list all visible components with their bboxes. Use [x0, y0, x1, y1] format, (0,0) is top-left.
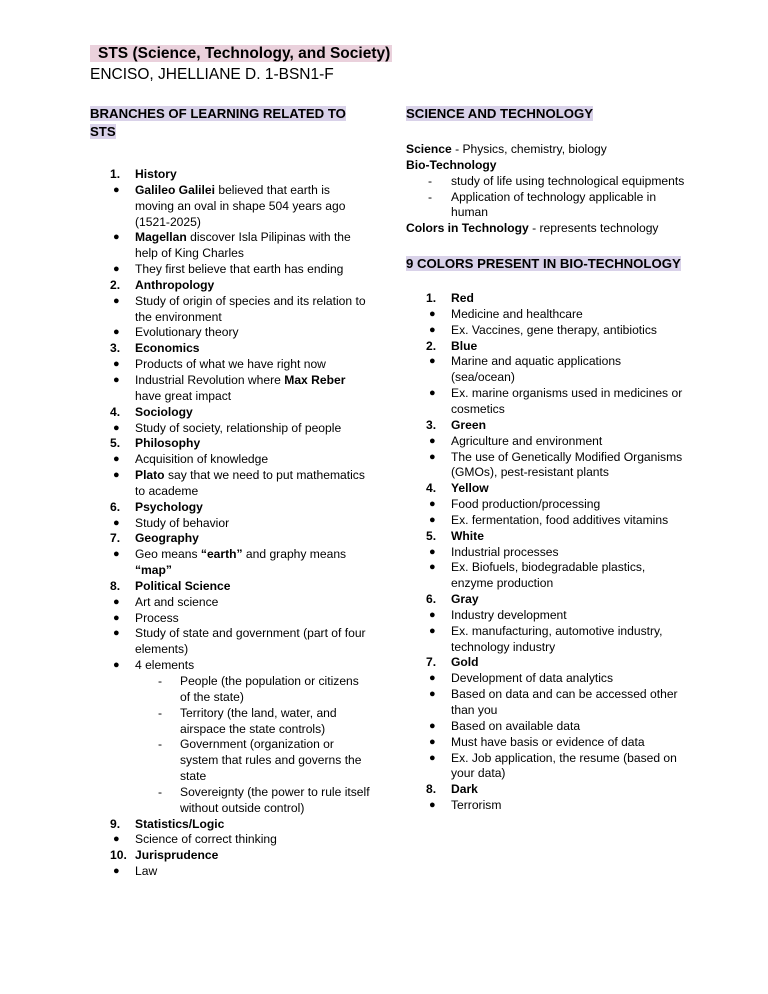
item-text: Ex. Biofuels, biodegradable plastics, enzyme production [451, 560, 646, 591]
numbered-item [90, 436, 370, 452]
item-text: Agriculture and environment [451, 433, 603, 448]
item-number: 7. [110, 531, 121, 546]
item-text: Ex. Vaccines, gene therapy, antibiotics [451, 322, 657, 337]
dash-marker: - [158, 784, 163, 799]
item-text: Industrial processes [451, 544, 559, 559]
bullet-icon: ● [429, 608, 436, 621]
bullet-icon: ● [113, 627, 120, 640]
bullet-icon: ● [113, 373, 120, 386]
bullet-item [406, 624, 686, 656]
right-column [406, 105, 686, 814]
item-text: and graphy means [242, 547, 347, 562]
bullet-item [90, 864, 370, 880]
list-item: - Application of technology applicable in human [428, 189, 657, 220]
bullet-icon: ● [429, 387, 436, 400]
item-text: Process [135, 610, 179, 625]
right-heading: SCIENCE AND TECHNOLOGY [406, 106, 594, 121]
bullet-item [90, 658, 370, 674]
item-text: say that we need to put mathematics to academe [135, 468, 365, 498]
item-text: Based on data and can be accessed other than you [451, 687, 678, 717]
numbered-item [406, 529, 686, 545]
item-text: Food production/processing [451, 497, 601, 512]
item-number: 4. [426, 481, 437, 496]
dash-marker: - [158, 705, 163, 720]
item-label: Red [451, 291, 474, 306]
item-text: discover Isla Pilipinas with the help of King Charles [135, 230, 351, 261]
item-number: 9. [110, 816, 121, 831]
bullet-item [90, 595, 370, 611]
bullet-item [90, 547, 370, 579]
item-label: White [451, 528, 484, 543]
bullet-item [406, 545, 686, 561]
science-label: Science [406, 142, 452, 156]
item-text: Ex. manufacturing, automotive industry, technology industry [451, 623, 663, 654]
numbered-item [90, 341, 370, 357]
bullet-icon: ● [429, 751, 436, 764]
sub-item [90, 706, 370, 738]
item-text: Acquisition of knowledge [135, 452, 269, 467]
item-number: 1. [110, 167, 121, 181]
item-text: Ex. marine organisms used in medicines or cosmetics [451, 386, 683, 416]
bullet-item [90, 468, 370, 500]
bullet-item [90, 262, 370, 278]
item-label: Blue [451, 338, 478, 353]
item-number: 5. [426, 528, 437, 543]
bullet-item [406, 307, 686, 323]
bullet-item [406, 560, 686, 592]
item-label: Philosophy [135, 436, 201, 451]
branches-list [90, 167, 370, 880]
bold-text: Magellan [135, 230, 187, 245]
item-label: Psychology [135, 499, 203, 514]
item-label: Green [451, 417, 486, 432]
bullet-item [90, 611, 370, 627]
item-number: 6. [426, 592, 437, 607]
numbered-item [406, 291, 686, 307]
bullet-item [90, 626, 370, 658]
item-text: Marine and aquatic applications (sea/ocean) [451, 354, 622, 385]
bullet-icon: ● [429, 735, 436, 748]
numbered-item [406, 782, 686, 798]
sub-item [90, 737, 370, 785]
bullet-icon: ● [113, 294, 120, 307]
bullet-icon: ● [113, 865, 120, 878]
item-label: Geography [135, 531, 199, 546]
science-text: - Physics, chemistry, biology [451, 142, 607, 156]
bold-text: Max Reber [284, 372, 346, 387]
item-text: believed that earth is moving an oval in shape 504 years ago (1521-2025) [135, 182, 346, 229]
sub-item [90, 785, 370, 817]
bullet-icon: ● [429, 624, 436, 637]
bullet-icon: ● [113, 231, 120, 244]
item-text: Geo means [135, 547, 201, 562]
bullet-icon: ● [113, 516, 120, 529]
item-label: Anthropology [135, 277, 215, 292]
bullet-icon: ● [113, 358, 120, 371]
bullet-icon: ● [113, 833, 120, 846]
bullet-item [90, 183, 370, 231]
item-text: Medicine and healthcare [451, 306, 583, 321]
item-text: Law [135, 864, 158, 879]
item-text: 4 elements [135, 658, 195, 673]
numbered-item [90, 848, 370, 864]
bullet-item [406, 798, 686, 814]
left-heading: BRANCHES OF LEARNING RELATED TO STS [90, 106, 346, 139]
item-text: Ex. fermentation, food additives vitamins [451, 512, 669, 527]
item-text: Science of correct thinking [135, 832, 277, 847]
item-text: Products of what we have right now [135, 357, 326, 372]
numbered-item [90, 167, 370, 183]
bullet-item [90, 421, 370, 437]
sub-item-text: People (the population or citizens of the state) [180, 674, 359, 704]
science-line [406, 142, 686, 158]
dash-marker: - [158, 737, 163, 752]
sub-item-text: Territory (the land, water, and airspace the state controls) [180, 705, 337, 736]
bullet-icon: ● [113, 326, 120, 339]
item-text: Terrorism [451, 798, 502, 813]
bullet-icon: ● [429, 545, 436, 558]
item-text: Art and science [135, 594, 219, 609]
bullet-item [406, 513, 686, 529]
item-text: The use of Genetically Modified Organisms (GMOs), pest-resistant plants [451, 449, 683, 480]
item-label: History [135, 167, 177, 181]
bullet-item [90, 373, 370, 405]
bullet-item [406, 323, 686, 339]
item-number: 2. [110, 277, 121, 292]
biotech-label: Bio-Technology [406, 157, 497, 172]
bullet-item [90, 516, 370, 532]
biotech-list [406, 174, 686, 222]
item-number: 4. [110, 404, 121, 419]
item-label: Gray [451, 592, 479, 607]
bullet-icon: ● [113, 183, 120, 196]
item-text: Study of origin of species and its relation to the environment [135, 293, 366, 324]
colors-line [406, 221, 686, 237]
bullet-icon: ● [113, 421, 120, 434]
bullet-icon: ● [429, 513, 436, 526]
item-text: have great impact [135, 388, 232, 403]
document-title: STS (Science, Technology, and Society) [90, 44, 392, 64]
item-label: Political Science [135, 578, 231, 593]
numbered-item [90, 405, 370, 421]
left-column [90, 105, 370, 880]
item-label: Gold [451, 655, 479, 670]
item-text: Study of behavior [135, 515, 230, 530]
bullet-item [90, 452, 370, 468]
bullet-item [406, 735, 686, 751]
item-number: 3. [426, 417, 437, 432]
item-text: Evolutionary theory [135, 325, 239, 340]
bullet-item [406, 497, 686, 513]
bullet-item [90, 832, 370, 848]
bullet-icon: ● [429, 450, 436, 463]
bullet-icon: ● [429, 688, 436, 701]
bullet-item [406, 434, 686, 450]
bullet-item [406, 751, 686, 783]
item-number: 6. [110, 499, 121, 514]
bullet-item [406, 671, 686, 687]
item-number: 10. [110, 848, 127, 863]
item-text: Based on available data [451, 718, 581, 733]
numbered-item [406, 339, 686, 355]
numbered-item [406, 418, 686, 434]
bold-text: “earth” [200, 547, 243, 562]
bullet-icon: ● [429, 672, 436, 685]
bullet-icon: ● [113, 453, 120, 466]
item-number: 8. [110, 578, 121, 593]
bullet-item [406, 687, 686, 719]
numbered-item [406, 655, 686, 671]
bullet-item [406, 608, 686, 624]
item-number: 7. [426, 655, 437, 670]
numbered-item [406, 592, 686, 608]
bullet-item [406, 719, 686, 735]
list-item: - study of life using technological equipments [428, 173, 685, 188]
item-number: 1. [426, 291, 437, 306]
item-label: Sociology [135, 404, 193, 419]
bullet-icon: ● [113, 611, 120, 624]
item-text: Ex. Job application, the resume (based on your data) [451, 750, 677, 781]
bullet-icon: ● [113, 595, 120, 608]
bullet-icon: ● [429, 355, 436, 368]
numbered-item [90, 531, 370, 547]
item-label: Dark [451, 782, 478, 797]
bold-text: Plato [135, 468, 165, 483]
item-text: Study of state and government (part of four elements) [135, 626, 366, 657]
numbered-item [90, 579, 370, 595]
bullet-icon: ● [429, 498, 436, 511]
bullet-icon: ● [429, 434, 436, 447]
numbered-item [90, 500, 370, 516]
item-label: Economics [135, 341, 200, 356]
item-number: 3. [110, 341, 121, 356]
item-text: Study of society, relationship of people [135, 420, 342, 435]
numbered-item [90, 278, 370, 294]
bold-text: “map” [135, 563, 172, 578]
bullet-item [406, 386, 686, 418]
item-number: 5. [110, 436, 121, 451]
sub-item-text: Government (organization or system that rules and governs the state [180, 737, 362, 784]
bullet-item [406, 450, 686, 482]
colors-label: Colors in Technology [406, 221, 529, 236]
colors-text: - represents technology [528, 221, 659, 236]
item-number: 8. [426, 782, 437, 797]
colors-list [406, 291, 686, 814]
item-label: Statistics/Logic [135, 816, 225, 831]
item-text: Industry development [451, 607, 567, 622]
bullet-icon: ● [113, 263, 120, 276]
item-text: Development of data analytics [451, 671, 614, 686]
numbered-item [90, 817, 370, 833]
bullet-icon: ● [429, 561, 436, 574]
item-label: Jurisprudence [135, 848, 219, 863]
bullet-icon: ● [429, 719, 436, 732]
bullet-icon: ● [113, 469, 120, 482]
bullet-item [90, 325, 370, 341]
bullet-icon: ● [429, 799, 436, 812]
sub-item-text: Sovereignty (the power to rule itself without outside control) [180, 784, 370, 815]
bullet-icon: ● [429, 323, 436, 336]
sub-item [90, 674, 370, 706]
dash-marker: - [158, 674, 163, 688]
item-text: They first believe that earth has ending [135, 262, 344, 277]
item-text: Industrial Revolution where [135, 372, 285, 387]
bullet-item [406, 354, 686, 386]
colors-heading: 9 COLORS PRESENT IN BIO-TECHNOLOGY [406, 256, 681, 272]
bullet-icon: ● [429, 307, 436, 320]
bullet-icon: ● [113, 548, 120, 561]
numbered-item [406, 481, 686, 497]
bullet-icon: ● [113, 659, 120, 672]
bullet-item [90, 294, 370, 326]
bullet-item [90, 230, 370, 262]
bold-text: Galileo Galilei [135, 182, 215, 197]
bullet-item [90, 357, 370, 373]
item-text: Must have basis or evidence of data [451, 734, 645, 749]
item-number: 2. [426, 338, 437, 353]
author-line: ENCISO, JHELLIANE D. 1-BSN1-F [90, 66, 334, 83]
item-label: Yellow [451, 481, 489, 496]
